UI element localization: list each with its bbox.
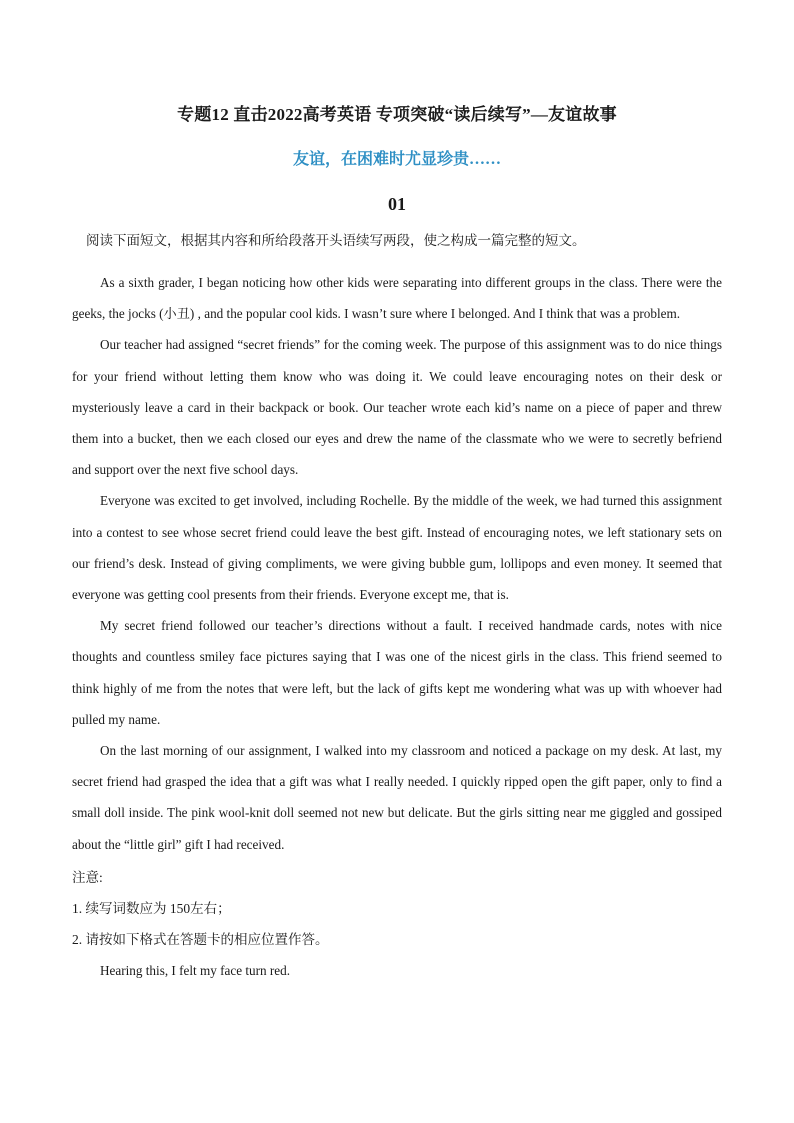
page-subtitle: 友谊，在困难时尤显珍贵…… — [292, 151, 501, 168]
instruction-text: 阅读下面短文，根据其内容和所给段落开头语续写两段，使之构成一篇完整的短文。 — [86, 233, 586, 248]
page-title: 专题12 直击2022高考英语 专项突破“读后续写”—友谊故事 — [177, 105, 617, 124]
passage-paragraph-2: Our teacher had assigned “secret friends” for the coming week. The purpose of this assignment was to do nice things for your friend without letting them know who was doing it. We could leave encouraging notes on their desk or mysteriously leave a card in their backpack or book. Our teacher wrote each kid’s name on a piece of paper and threw them into a bucket, then we each closed our eyes and drew the name of the classmate who we were to secretly befriend and support over the next five school days. — [72, 337, 722, 478]
section-number: 01 — [388, 194, 406, 214]
passage-paragraph-5: On the last morning of our assignment, I walked into my classroom and noticed a package on my desk. At last, my secret friend had grasped the idea that a gift was what I really needed. I quickly ripped open the gift paper, only to find a small doll inside. The pink wool-knit doll seemed not new but delicate. But the girls sitting near me giggled and gossiped about the “little girl” gift I had received. — [72, 743, 722, 852]
reading-passage — [72, 267, 722, 860]
passage-paragraph-1: As a sixth grader, I began noticing how other kids were separating into different groups in the class. There were the geeks, the jocks (小丑) , and the popular cool kids. I wasn’t sure where I belonged. And I think that was a problem. — [72, 275, 722, 322]
passage-paragraph-4: My secret friend followed our teacher’s directions without a fault. I received handmade cards, notes with nice thoughts and countless smiley face pictures saying that I was one of the nicest girls in the class. This friend seemed to think highly of me from the notes that were left, but the lack of gifts kept me wondering what was up with whoever had pulled my name. — [72, 618, 722, 727]
continuation-prompt: Hearing this, I felt my face turn red. — [100, 963, 291, 979]
note-item-2: 2. 请按如下格式在答题卡的相应位置作答。 — [72, 932, 329, 948]
note-item-1: 1. 续写词数应为 150左右； — [72, 901, 231, 917]
passage-paragraph-3: Everyone was excited to get involved, including Rochelle. By the middle of the week, we had turned this assignment into a contest to see whose secret friend could leave the best gift. Instead of encouraging notes, we left stationary sets on our friend’s desk. Instead of giving compliments, we were giving bubble gum, lollipops and even money. It seemed that everyone was getting cool presents from their friends. Everyone except me, that is. — [72, 493, 722, 603]
notes-label: 注意: — [72, 869, 103, 885]
notes-section — [72, 862, 722, 987]
